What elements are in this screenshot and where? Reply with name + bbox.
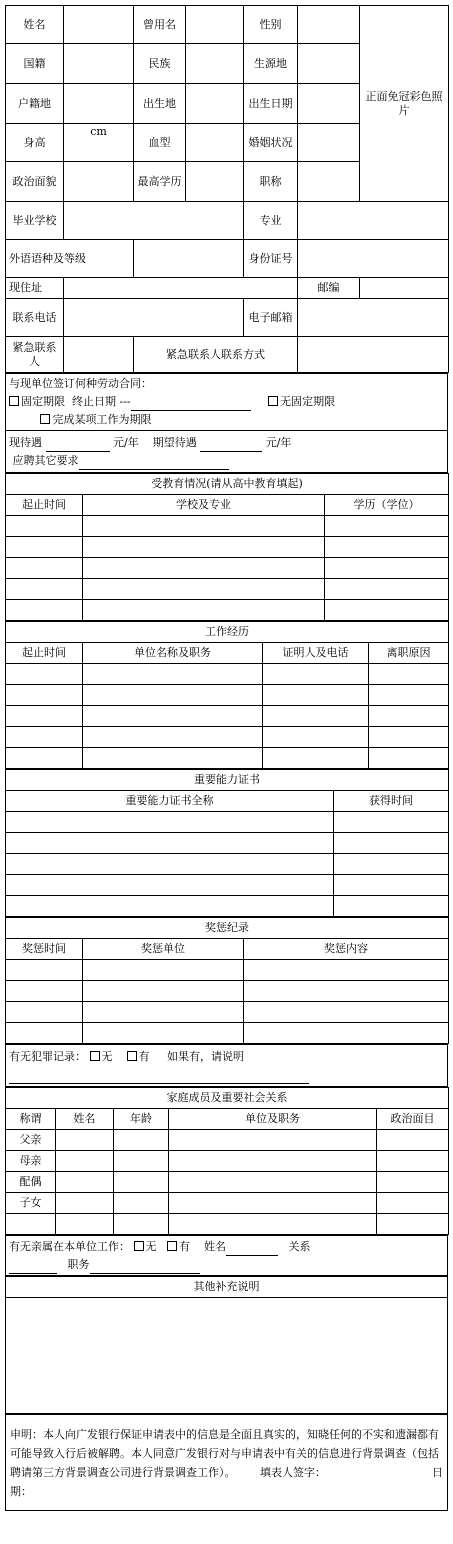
contract-question: 与现单位签订何种劳动合同： (9, 377, 152, 390)
award-title: 奖惩纪录 (6, 918, 449, 939)
label-gender: 性别 (244, 6, 298, 44)
field-address[interactable] (64, 278, 298, 299)
crime-cell (6, 1045, 448, 1087)
expected-salary-label: 期望待遇 (152, 435, 197, 449)
field-id-no[interactable] (298, 240, 449, 278)
label-address: 现住址 (6, 278, 64, 299)
relation-blank (6, 1214, 56, 1235)
relation-spouse: 配偶 (6, 1172, 56, 1193)
education-title: 受教育情况(请从高中教育填起) (6, 474, 449, 495)
date-label-a: 日 (432, 1465, 443, 1479)
crime-explain-label: 如果有，请说明 (166, 1050, 244, 1063)
other-requirements-label: 应聘其它要求 (12, 453, 79, 467)
contract-cell (6, 374, 448, 431)
current-salary-label: 现待遇 (9, 435, 42, 449)
table-row (6, 875, 449, 896)
family-header-age: 年龄 (114, 1109, 169, 1130)
checkbox-crime-yes[interactable] (127, 1051, 137, 1061)
contract-table (5, 373, 448, 473)
family-header-name: 姓名 (56, 1109, 114, 1130)
field-gender[interactable] (298, 6, 360, 44)
other-requirements-line[interactable] (79, 469, 229, 470)
table-row (6, 537, 449, 558)
family-table (5, 1087, 449, 1235)
declaration-table (5, 1414, 448, 1511)
end-date-label: 终止日期 --- (72, 395, 131, 408)
table-row (6, 1002, 449, 1023)
table-row (6, 833, 449, 854)
relative-no-label: 无 (145, 1239, 157, 1253)
field-marital[interactable] (298, 124, 360, 162)
table-row (6, 981, 449, 1002)
table-row (6, 960, 449, 981)
expected-salary-line[interactable] (200, 451, 262, 452)
field-former-name[interactable] (186, 6, 244, 44)
field-email[interactable] (298, 299, 449, 337)
work-header-period: 起止时间 (6, 643, 83, 664)
table-row (6, 1214, 449, 1235)
relative-name-label: 姓名 (204, 1239, 226, 1253)
field-blood-type[interactable] (186, 124, 244, 162)
table-row (6, 748, 449, 769)
other-table (5, 1276, 448, 1414)
field-education[interactable] (186, 162, 244, 202)
current-salary-unit: 元/年 (113, 435, 139, 449)
label-marital: 婚姻状况 (244, 124, 298, 162)
label-nationality: 国籍 (6, 44, 64, 84)
certificate-table (5, 769, 449, 917)
date-label-b: 期： (10, 1484, 32, 1498)
field-title[interactable] (298, 162, 360, 202)
other-title: 其他补充说明 (6, 1277, 448, 1298)
table-row (6, 706, 449, 727)
option-task: 完成某项工作为期限 (52, 413, 152, 426)
photo-box: 正面免冠彩色照片 (360, 6, 449, 202)
relation-father: 父亲 (6, 1130, 56, 1151)
family-header-title: 称谓 (6, 1109, 56, 1130)
work-header-reference: 证明人及电话 (263, 643, 369, 664)
relative-position-label: 职务 (67, 1257, 90, 1271)
work-header-reason: 离职原因 (369, 643, 449, 664)
label-email: 电子邮箱 (244, 299, 298, 337)
field-birthplace[interactable] (186, 84, 244, 124)
other-notes-field[interactable] (6, 1298, 448, 1414)
certificate-title: 重要能力证书 (6, 770, 449, 791)
option-open: 无固定期限 (280, 395, 336, 408)
label-emergency-phone: 紧急联系人联系方式 (134, 337, 298, 373)
label-hukou: 户籍地 (6, 84, 64, 124)
label-language: 外语语种及等级 (6, 240, 134, 278)
label-emergency: 紧急联系人 (6, 337, 64, 373)
crime-no-label: 无 (101, 1050, 113, 1063)
field-phone[interactable] (64, 299, 244, 337)
table-row (6, 1023, 449, 1044)
salary-cell (6, 431, 448, 473)
application-form (5, 5, 448, 1511)
label-former-name: 曾用名 (134, 6, 186, 44)
award-header-date: 奖惩时间 (6, 939, 83, 960)
family-title: 家庭成员及重要社会关系 (6, 1088, 449, 1109)
award-header-content: 奖惩内容 (244, 939, 449, 960)
table-row (6, 685, 449, 706)
table-row (6, 558, 449, 579)
relative-question: 有无亲属在本单位工作： (9, 1239, 130, 1253)
table-row (6, 812, 449, 833)
field-emergency[interactable] (64, 337, 134, 373)
relative-cell (6, 1236, 448, 1276)
checkbox-open[interactable] (268, 396, 278, 406)
table-row (6, 579, 449, 600)
crime-yes-label: 有 (138, 1050, 150, 1063)
label-title: 职称 (244, 162, 298, 202)
table-row (6, 727, 449, 748)
label-birth-date: 出生日期 (244, 84, 298, 124)
label-ethnicity: 民族 (134, 44, 186, 84)
field-ethnicity[interactable] (186, 44, 244, 84)
family-header-political: 政治面目 (377, 1109, 449, 1130)
crime-table (5, 1044, 448, 1087)
relative-relation-line[interactable] (9, 1273, 57, 1274)
table-row (6, 600, 449, 621)
relative-relation-label: 关系 (288, 1239, 311, 1253)
label-major: 专业 (244, 202, 298, 240)
field-major[interactable] (298, 202, 449, 240)
end-date-line[interactable] (131, 410, 251, 411)
field-height[interactable] (64, 124, 134, 162)
checkbox-relative-yes[interactable] (167, 1241, 177, 1251)
field-language[interactable] (134, 240, 244, 278)
edu-header-period: 起止时间 (6, 495, 83, 516)
checkbox-relative-no[interactable] (134, 1241, 144, 1251)
signature-label: 填表人签字： (259, 1465, 326, 1479)
education-table (5, 473, 449, 621)
field-nationality[interactable] (64, 44, 134, 84)
label-education: 最高学历 (134, 162, 186, 202)
award-header-org: 奖惩单位 (83, 939, 244, 960)
work-header-company: 单位名称及职务 (83, 643, 263, 664)
field-hukou[interactable] (64, 84, 134, 124)
edu-header-school: 学校及专业 (83, 495, 325, 516)
relation-child: 子女 (6, 1193, 56, 1214)
field-name[interactable] (64, 6, 134, 44)
field-political[interactable] (64, 162, 134, 202)
label-height: 身高 (6, 124, 64, 162)
work-title: 工作经历 (6, 622, 449, 643)
field-origin[interactable] (298, 44, 360, 84)
label-postcode: 邮编 (298, 278, 360, 299)
field-school[interactable] (64, 202, 244, 240)
relative-name-line[interactable] (226, 1255, 278, 1256)
edu-header-degree: 学历（学位） (325, 495, 449, 516)
cert-header-date: 获得时间 (334, 791, 449, 812)
label-name: 姓名 (6, 6, 64, 44)
checkbox-fixed[interactable] (9, 396, 19, 406)
relative-yes-label: 有 (179, 1239, 190, 1253)
relation-mother: 母亲 (6, 1151, 56, 1172)
option-fixed: 固定期限 (21, 395, 65, 408)
table-row (6, 664, 449, 685)
table-row (6, 1193, 449, 1214)
declaration-text: 申明：本人向广发银行保证申请表中的信息是全面且真实的，知晓任何的不实和遗漏都有可能导致入行后被解聘。本人同意广发银行对与申请表中有关的信息进行背景调查（包括聘请第三方背景调查公司进行背景调查工作）。 (10, 1427, 439, 1479)
table-row (6, 854, 449, 875)
table-row (6, 1151, 449, 1172)
label-phone: 联系电话 (6, 299, 64, 337)
field-birth-date[interactable] (298, 84, 360, 124)
work-table (5, 621, 449, 769)
current-salary-line[interactable] (46, 451, 110, 452)
table-row (6, 516, 449, 537)
label-birthplace: 出生地 (134, 84, 186, 124)
relative-position-line[interactable] (90, 1273, 200, 1274)
label-blood-type: 血型 (134, 124, 186, 162)
family-header-org: 单位及职务 (169, 1109, 377, 1130)
label-political: 政治面貌 (6, 162, 64, 202)
relative-table (5, 1235, 448, 1276)
cert-header-name: 重要能力证书全称 (6, 791, 334, 812)
basic-info-table (5, 5, 449, 373)
label-origin: 生源地 (244, 44, 298, 84)
table-row (6, 896, 449, 917)
declaration-cell (6, 1415, 448, 1511)
height-unit: cm (90, 125, 107, 138)
checkbox-crime-no[interactable] (90, 1051, 100, 1061)
crime-question: 有无犯罪记录： (9, 1050, 86, 1063)
table-row (6, 1130, 449, 1151)
field-postcode[interactable] (360, 278, 449, 299)
label-id-no: 身份证号 (244, 240, 298, 278)
label-school: 毕业学校 (6, 202, 64, 240)
table-row (6, 1172, 449, 1193)
crime-explain-line[interactable] (9, 1083, 309, 1084)
checkbox-task[interactable] (40, 414, 50, 424)
expected-salary-unit: 元/年 (265, 435, 292, 449)
award-table (5, 917, 449, 1044)
field-emergency-phone[interactable] (298, 337, 449, 373)
